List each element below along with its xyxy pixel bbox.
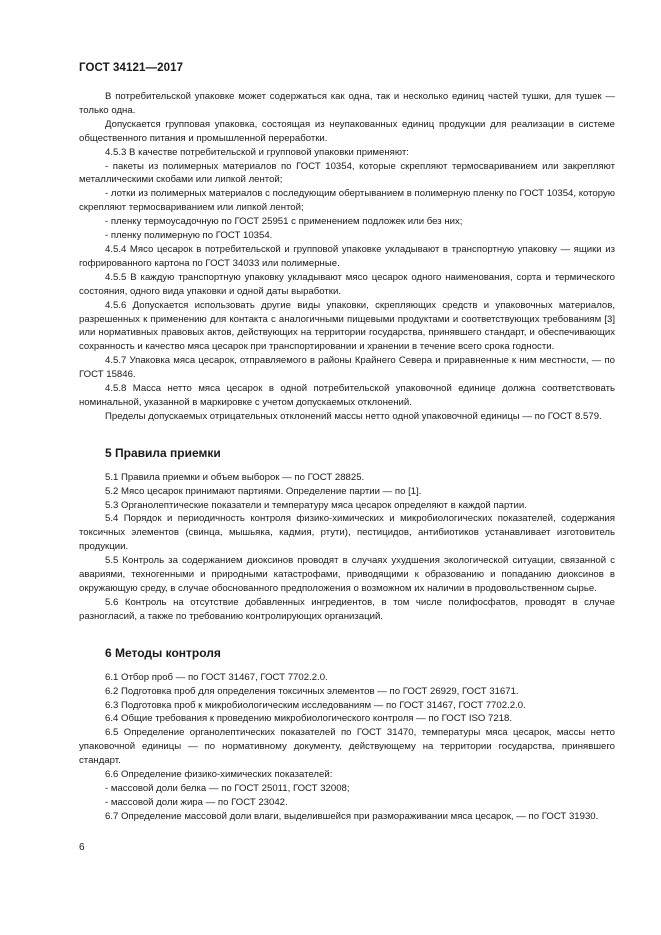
paragraph: 5.3 Органолептические показатели и температуру мяса цесарок определяют в каждой партии. [105,499,527,511]
paragraph: 4.5.7 Упаковка мяса цесарок, отправляемого в районы Крайнего Севера и приравненные к ним местности, — по ГОСТ 15846. [79,355,615,381]
page-number: 6 [79,842,85,853]
section-5-heading: 5 Правила приемки [105,445,221,460]
paragraph: 4.5.6 Допускается использовать другие виды упаковки, скрепляющих средств и упаковочных материалов, разрешенных к применению для контакта с аналогичными пищевыми продуктами и соответствующих требованиям [3] или нормативных правовых актов, действующих на территории государства, принявшего стандарт, и обеспечивающих сохранность и качество мяса цесарок при транспортировании и хранении в течение всего срока годности. [79,299,615,353]
section-6 [79,671,615,824]
paragraph: 5.2 Мясо цесарок принимают партиями. Определение партии — по [1]. [105,485,422,497]
paragraph: 6.7 Определение массовой доли влаги, выделившейся при размораживании мяса цесарок, — по ГОСТ 31930. [105,810,599,822]
paragraph: Допускается групповая упаковка, состоящая из неупакованных единиц продукции для реализации в системе общественного питания и промышленной переработки. [79,118,615,144]
section-4-continuation [79,90,615,424]
paragraph: Пределы допускаемых отрицательных отклонений массы нетто одной упаковочной единицы — по ГОСТ 8.579. [105,410,602,422]
list-item: - массовой доли жира — по ГОСТ 23042. [105,796,288,808]
list-item: - массовой доли белка — по ГОСТ 25011, ГОСТ 32008; [105,782,350,794]
paragraph: 4.5.8 Масса нетто мяса цесарок в одной потребительской упаковочной единице должна соответствовать номинальной, указанной в маркировке с учетом допускаемых отклонений. [79,383,615,408]
paragraph: 6.3 Подготовка проб к микробиологическим исследованиям — по ГОСТ 31467, ГОСТ 7702.2.0. [105,699,526,711]
paragraph: 4.5.3 В качестве потребительской и групповой упаковки применяют: [105,146,409,158]
list-item: - пленку полимерную по ГОСТ 10354. [105,230,273,242]
paragraph: 5.1 Правила приемки и объем выборок — по ГОСТ 28825. [105,471,365,483]
paragraph: 5.6 Контроль на отсутствие добавленных ингредиентов, в том числе полифосфатов, проводят в случае разногласий, а также по требованию контролирующих организаций. [79,596,615,622]
paragraph: 5.4 Порядок и периодичность контроля физико-химических и микробиологических показателей, содержания токсичных элементов (свинца, мышьяка, кадмия, ртути), пестицидов, антибиотиков устанавливает изготовитель продукции. [79,513,615,553]
paragraph: 4.5.5 В каждую транспортную упаковку укладывают мясо цесарок одного наименования, сорта и термического состояния, одного вида упаковки и одной даты выработки. [79,271,615,297]
page-header-title: ГОСТ 34121—2017 [79,62,184,74]
list-item: - пакеты из полимерных материалов по ГОСТ 10354, которые скрепляют термосвариванием или закрепляют металлическими скобами или липкой лентой; [79,160,615,186]
paragraph: 6.4 Общие требования к проведению микробиологического контроля — по ГОСТ ISO 7218. [105,713,513,725]
list-item: - пленку термоусадочную по ГОСТ 25951 с применением подложек или без них; [105,216,463,228]
paragraph: 4.5.4 Мясо цесарок в потребительской и групповой упаковке укладывают в транспортную упаковку — ящики из гофрированного картона по ГОСТ 34033 или полимерные. [79,243,615,269]
paragraph: 5.5 Контроль за содержанием диоксинов проводят в случаях ухудшения экологической ситуации, связанной с авариями, техногенными и природными катастрофами, приводящими к образованию и попаданию диоксинов в окружающую среду, в случае обоснованного предположения о возможном их наличии в продовольственном сырье. [79,555,615,594]
paragraph: 6.5 Определение органолептических показателей по ГОСТ 31470, температуры мяса цесарок, массы нетто упаковочной единицы — по нормативному документу, действующему на территории государства, принявшего стандарт. [79,727,615,767]
section-6-heading: 6 Методы контроля [105,645,221,660]
paragraph: 6.1 Отбор проб — по ГОСТ 31467, ГОСТ 7702.2.0. [105,671,328,683]
list-item: - лотки из полимерных материалов с последующим обертыванием в полимерную пленку по ГОСТ 10354, которую скрепляют термосвариванием или липкой лентой; [79,188,615,214]
paragraph: 6.6 Определение физико-химических показателей: [105,769,333,781]
paragraph: 6.2 Подготовка проб для определения токсичных элементов — по ГОСТ 26929, ГОСТ 31671. [105,685,519,697]
document-body [79,90,615,824]
paragraph: В потребительской упаковке может содержаться как одна, так и несколько единиц частей тушки, для тушек — только одна. [79,91,615,116]
section-5 [79,471,615,624]
